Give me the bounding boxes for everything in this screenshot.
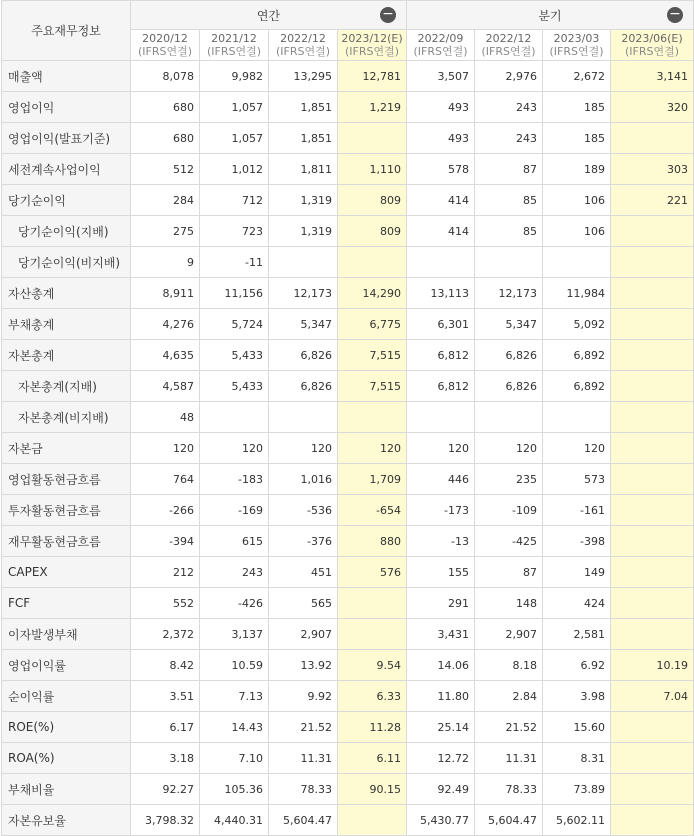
value-cell [407, 247, 475, 278]
table-row [2, 185, 694, 216]
value-cell [611, 774, 694, 805]
period-header [611, 30, 694, 61]
period-basis: (IFRS연결) [413, 45, 468, 58]
value-cell: 5,092 [543, 309, 611, 340]
value-cell: 5,433 [200, 371, 269, 402]
value-cell: 1,319 [269, 185, 338, 216]
value-cell: 680 [131, 92, 200, 123]
value-cell: 512 [131, 154, 200, 185]
value-cell [611, 433, 694, 464]
value-cell: 6.33 [338, 681, 407, 712]
value-cell: -426 [200, 588, 269, 619]
quarterly-group-header [407, 1, 694, 30]
value-cell: 12,173 [269, 278, 338, 309]
value-cell: 4,440.31 [200, 805, 269, 836]
value-cell [611, 588, 694, 619]
value-cell: 573 [543, 464, 611, 495]
row-label: 영업이익률 [2, 650, 131, 681]
group-header-row [2, 1, 694, 30]
value-cell: 414 [407, 185, 475, 216]
value-cell [611, 371, 694, 402]
value-cell: 14,290 [338, 278, 407, 309]
value-cell [338, 588, 407, 619]
value-cell: 11.28 [338, 712, 407, 743]
row-label: 영업이익(발표기준) [2, 123, 131, 154]
value-cell: 2,581 [543, 619, 611, 650]
value-cell: 21.52 [475, 712, 543, 743]
value-cell: 12,173 [475, 278, 543, 309]
row-label: 영업활동현금흐름 [2, 464, 131, 495]
value-cell: 11.31 [269, 743, 338, 774]
value-cell: 1,811 [269, 154, 338, 185]
value-cell: 1,057 [200, 123, 269, 154]
value-cell: 9,982 [200, 61, 269, 92]
value-cell [611, 743, 694, 774]
period-header [131, 30, 200, 61]
value-cell: 8.18 [475, 650, 543, 681]
row-label: CAPEX [2, 557, 131, 588]
row-label: 재무활동현금흐름 [2, 526, 131, 557]
value-cell: 14.43 [200, 712, 269, 743]
value-cell: 5,604.47 [475, 805, 543, 836]
value-cell: 87 [475, 557, 543, 588]
value-cell: 4,276 [131, 309, 200, 340]
value-cell: 7.10 [200, 743, 269, 774]
value-cell [269, 247, 338, 278]
value-cell [611, 340, 694, 371]
value-cell: 6,812 [407, 340, 475, 371]
table-row [2, 557, 694, 588]
value-cell: 4,587 [131, 371, 200, 402]
row-label: ROA(%) [2, 743, 131, 774]
value-cell: 9 [131, 247, 200, 278]
row-label: 영업이익 [2, 92, 131, 123]
value-cell: -161 [543, 495, 611, 526]
financial-table-body [2, 61, 694, 836]
value-cell [611, 805, 694, 836]
value-cell: 5,604.47 [269, 805, 338, 836]
value-cell: 5,347 [475, 309, 543, 340]
value-cell: -536 [269, 495, 338, 526]
value-cell: 7,515 [338, 371, 407, 402]
value-cell: 10.59 [200, 650, 269, 681]
value-cell: 221 [611, 185, 694, 216]
value-cell: 189 [543, 154, 611, 185]
value-cell [611, 495, 694, 526]
value-cell [338, 402, 407, 433]
value-cell: 7.13 [200, 681, 269, 712]
quarterly-group-title: 분기 [538, 8, 562, 23]
table-row [2, 402, 694, 433]
value-cell: 6,892 [543, 371, 611, 402]
table-row [2, 247, 694, 278]
value-cell: 809 [338, 216, 407, 247]
value-cell: 1,016 [269, 464, 338, 495]
value-cell: 120 [338, 433, 407, 464]
value-cell: -11 [200, 247, 269, 278]
annual-collapse-minus-icon[interactable]: − [380, 7, 396, 23]
value-cell: 451 [269, 557, 338, 588]
value-cell: -654 [338, 495, 407, 526]
table-row [2, 464, 694, 495]
value-cell: 2,907 [269, 619, 338, 650]
value-cell: 5,430.77 [407, 805, 475, 836]
value-cell [611, 278, 694, 309]
annual-group-header [131, 1, 407, 30]
value-cell: -394 [131, 526, 200, 557]
value-cell: 1,851 [269, 123, 338, 154]
value-cell: -376 [269, 526, 338, 557]
value-cell: 291 [407, 588, 475, 619]
value-cell: 5,347 [269, 309, 338, 340]
value-cell: 106 [543, 185, 611, 216]
value-cell: 3.51 [131, 681, 200, 712]
value-cell: 8,078 [131, 61, 200, 92]
table-row [2, 774, 694, 805]
value-cell: 578 [407, 154, 475, 185]
table-row [2, 123, 694, 154]
value-cell [338, 619, 407, 650]
quarterly-collapse-minus-icon[interactable]: − [667, 7, 683, 23]
value-cell: 120 [269, 433, 338, 464]
value-cell: 11.31 [475, 743, 543, 774]
value-cell: 2,976 [475, 61, 543, 92]
value-cell: 2.84 [475, 681, 543, 712]
value-cell: 73.89 [543, 774, 611, 805]
table-row [2, 278, 694, 309]
value-cell: -183 [200, 464, 269, 495]
value-cell: 92.27 [131, 774, 200, 805]
value-cell: 424 [543, 588, 611, 619]
value-cell: -425 [475, 526, 543, 557]
period-basis: (IFRS연결) [549, 45, 604, 58]
value-cell: 12.72 [407, 743, 475, 774]
value-cell: 120 [131, 433, 200, 464]
value-cell [543, 402, 611, 433]
value-cell: 90.15 [338, 774, 407, 805]
value-cell: 85 [475, 185, 543, 216]
value-cell: 149 [543, 557, 611, 588]
row-label: 자산총계 [2, 278, 131, 309]
value-cell: 14.06 [407, 650, 475, 681]
period-basis: (IFRS연결) [344, 45, 400, 58]
period-date: 2023/06(E) [621, 32, 683, 45]
value-cell [338, 247, 407, 278]
value-cell: 6,826 [269, 340, 338, 371]
value-cell: 1,012 [200, 154, 269, 185]
period-date: 2021/12 [211, 32, 257, 45]
value-cell: 13,113 [407, 278, 475, 309]
value-cell: 11,984 [543, 278, 611, 309]
row-label: 당기순이익(지배) [2, 216, 131, 247]
value-cell: 6,301 [407, 309, 475, 340]
value-cell: 243 [475, 92, 543, 123]
value-cell: 78.33 [269, 774, 338, 805]
value-cell: 87 [475, 154, 543, 185]
value-cell: 9.54 [338, 650, 407, 681]
value-cell: 10.19 [611, 650, 694, 681]
period-header [269, 30, 338, 61]
value-cell: 2,672 [543, 61, 611, 92]
value-cell: 6,892 [543, 340, 611, 371]
value-cell: 552 [131, 588, 200, 619]
value-cell: 6.17 [131, 712, 200, 743]
period-date: 2022/09 [417, 32, 464, 45]
value-cell [611, 464, 694, 495]
value-cell: 85 [475, 216, 543, 247]
row-label: 이자발생부채 [2, 619, 131, 650]
value-cell: 764 [131, 464, 200, 495]
value-cell: 21.52 [269, 712, 338, 743]
value-cell: 320 [611, 92, 694, 123]
value-cell [338, 123, 407, 154]
value-cell: 6,812 [407, 371, 475, 402]
table-row [2, 681, 694, 712]
annual-group-title: 연간 [256, 8, 281, 23]
row-label: 순이익률 [2, 681, 131, 712]
value-cell: 243 [200, 557, 269, 588]
financial-summary-table [1, 0, 694, 836]
value-cell: 13,295 [269, 61, 338, 92]
value-cell: 5,602.11 [543, 805, 611, 836]
value-cell: 1,851 [269, 92, 338, 123]
value-cell: 493 [407, 123, 475, 154]
value-cell: 106 [543, 216, 611, 247]
period-basis: (IFRS연결) [206, 45, 262, 58]
value-cell: 6,826 [269, 371, 338, 402]
value-cell: -169 [200, 495, 269, 526]
value-cell: 2,372 [131, 619, 200, 650]
table-row [2, 61, 694, 92]
period-header [407, 30, 475, 61]
table-row [2, 92, 694, 123]
value-cell: 1,110 [338, 154, 407, 185]
value-cell: 25.14 [407, 712, 475, 743]
value-cell: 2,907 [475, 619, 543, 650]
value-cell: 120 [543, 433, 611, 464]
value-cell: 7,515 [338, 340, 407, 371]
period-date: 2020/12 [142, 32, 188, 45]
table-row [2, 371, 694, 402]
value-cell: 6.11 [338, 743, 407, 774]
value-cell [611, 526, 694, 557]
value-cell [611, 123, 694, 154]
value-cell: 680 [131, 123, 200, 154]
period-date: 2022/12 [485, 32, 532, 45]
table-row [2, 712, 694, 743]
value-cell: 9.92 [269, 681, 338, 712]
row-label: 부채비율 [2, 774, 131, 805]
table-row [2, 340, 694, 371]
value-cell: 11.80 [407, 681, 475, 712]
value-cell: 6,826 [475, 340, 543, 371]
value-cell: 303 [611, 154, 694, 185]
row-label: 자본금 [2, 433, 131, 464]
row-label: 자본총계(비지배) [2, 402, 131, 433]
value-cell: 576 [338, 557, 407, 588]
table-row [2, 433, 694, 464]
value-cell: 565 [269, 588, 338, 619]
table-row [2, 619, 694, 650]
value-cell: 6.92 [543, 650, 611, 681]
value-cell: 3.18 [131, 743, 200, 774]
row-label: ROE(%) [2, 712, 131, 743]
period-basis: (IFRS연결) [275, 45, 331, 58]
value-cell: 7.04 [611, 681, 694, 712]
table-row [2, 743, 694, 774]
value-cell [475, 247, 543, 278]
table-row [2, 650, 694, 681]
row-label: 자본유보율 [2, 805, 131, 836]
period-header [338, 30, 407, 61]
value-cell: 8,911 [131, 278, 200, 309]
row-label: 자본총계(지배) [2, 371, 131, 402]
value-cell: 3.98 [543, 681, 611, 712]
table-row [2, 216, 694, 247]
row-label: 자본총계 [2, 340, 131, 371]
value-cell: 155 [407, 557, 475, 588]
value-cell: 284 [131, 185, 200, 216]
value-cell [611, 712, 694, 743]
value-cell: 13.92 [269, 650, 338, 681]
value-cell: 712 [200, 185, 269, 216]
value-cell [338, 805, 407, 836]
value-cell: -13 [407, 526, 475, 557]
period-header [475, 30, 543, 61]
value-cell: 3,798.32 [131, 805, 200, 836]
value-cell: 12,781 [338, 61, 407, 92]
period-date: 2022/12 [280, 32, 326, 45]
value-cell: 8.42 [131, 650, 200, 681]
value-cell: 5,724 [200, 309, 269, 340]
value-cell: 120 [475, 433, 543, 464]
row-label: 세전계속사업이익 [2, 154, 131, 185]
value-cell: 5,433 [200, 340, 269, 371]
value-cell: 3,431 [407, 619, 475, 650]
value-cell: 615 [200, 526, 269, 557]
value-cell: 243 [475, 123, 543, 154]
value-cell [407, 402, 475, 433]
value-cell: -266 [131, 495, 200, 526]
value-cell: 809 [338, 185, 407, 216]
value-cell: -173 [407, 495, 475, 526]
value-cell: 48 [131, 402, 200, 433]
value-cell: 185 [543, 123, 611, 154]
value-cell [611, 557, 694, 588]
value-cell: 1,057 [200, 92, 269, 123]
row-label: 투자활동현금흐름 [2, 495, 131, 526]
value-cell: 446 [407, 464, 475, 495]
value-cell: 8.31 [543, 743, 611, 774]
value-cell: -398 [543, 526, 611, 557]
value-cell [200, 402, 269, 433]
table-row [2, 805, 694, 836]
value-cell: 78.33 [475, 774, 543, 805]
value-cell: 185 [543, 92, 611, 123]
table-row [2, 588, 694, 619]
value-cell: -109 [475, 495, 543, 526]
value-cell: 6,775 [338, 309, 407, 340]
row-label: 매출액 [2, 61, 131, 92]
value-cell: 3,507 [407, 61, 475, 92]
period-header [543, 30, 611, 61]
table-row [2, 309, 694, 340]
period-date: 2023/03 [553, 32, 600, 45]
value-cell: 15.60 [543, 712, 611, 743]
value-cell [611, 216, 694, 247]
value-cell: 105.36 [200, 774, 269, 805]
value-cell: 3,137 [200, 619, 269, 650]
period-basis: (IFRS연결) [137, 45, 193, 58]
value-cell: 3,141 [611, 61, 694, 92]
value-cell: 4,635 [131, 340, 200, 371]
table-row [2, 154, 694, 185]
value-cell [611, 247, 694, 278]
table-row [2, 495, 694, 526]
value-cell: 880 [338, 526, 407, 557]
row-label: 부채총계 [2, 309, 131, 340]
value-cell: 414 [407, 216, 475, 247]
value-cell [269, 402, 338, 433]
table-row [2, 526, 694, 557]
value-cell: 6,826 [475, 371, 543, 402]
value-cell: 275 [131, 216, 200, 247]
period-basis: (IFRS연결) [624, 45, 680, 58]
value-cell: 212 [131, 557, 200, 588]
value-cell [611, 402, 694, 433]
row-label: 당기순이익(비지배) [2, 247, 131, 278]
value-cell [611, 309, 694, 340]
value-cell: 11,156 [200, 278, 269, 309]
value-cell: 92.49 [407, 774, 475, 805]
row-label: FCF [2, 588, 131, 619]
value-cell: 1,709 [338, 464, 407, 495]
value-cell: 235 [475, 464, 543, 495]
period-header [200, 30, 269, 61]
period-basis: (IFRS연결) [481, 45, 536, 58]
value-cell [475, 402, 543, 433]
value-cell: 120 [200, 433, 269, 464]
corner-label: 주요재무정보 [2, 1, 131, 61]
value-cell: 148 [475, 588, 543, 619]
value-cell: 1,319 [269, 216, 338, 247]
value-cell: 120 [407, 433, 475, 464]
value-cell [543, 247, 611, 278]
value-cell: 493 [407, 92, 475, 123]
row-label: 당기순이익 [2, 185, 131, 216]
value-cell [611, 619, 694, 650]
value-cell: 723 [200, 216, 269, 247]
period-date: 2023/12(E) [341, 32, 403, 45]
value-cell: 1,219 [338, 92, 407, 123]
